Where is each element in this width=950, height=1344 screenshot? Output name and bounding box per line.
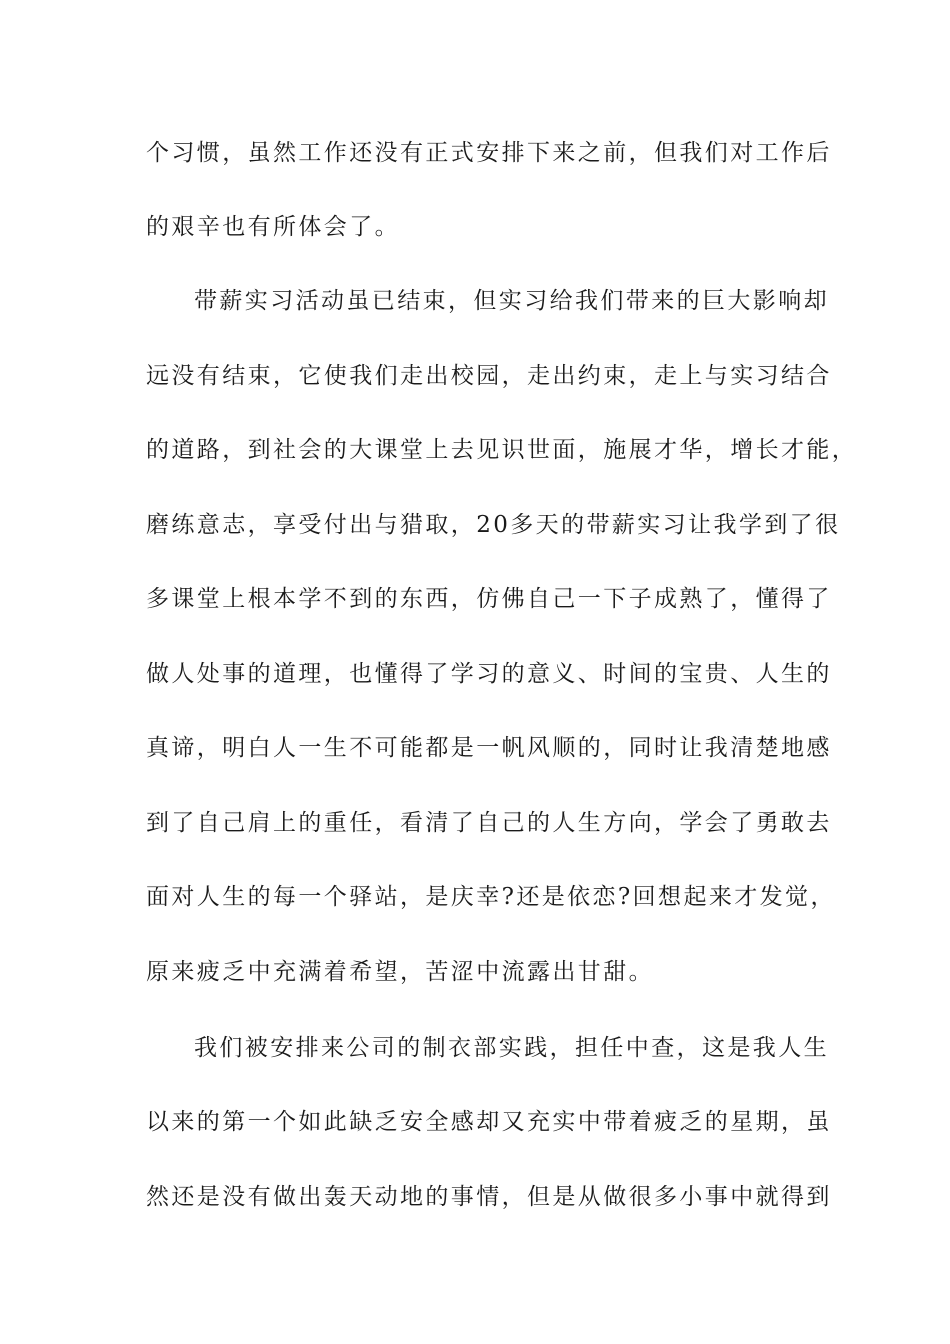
text-line: 原来疲乏中充满着希望，苦涩中流露出甘甜。 bbox=[146, 959, 654, 985]
text-line: 远没有结束，它使我们走出校园，走出约束，走上与实习结合 bbox=[146, 363, 832, 389]
text-line: 以来的第一个如此缺乏安全感却又充实中带着疲乏的星期，虽 bbox=[146, 1109, 832, 1135]
text-line: 真谛，明白人一生不可能都是一帆风顺的，同时让我清楚地感 bbox=[146, 735, 832, 761]
text-line: 做人处事的道理，也懂得了学习的意义、时间的宝贵、人生的 bbox=[146, 661, 832, 687]
text-line: 多课堂上根本学不到的东西，仿佛自己一下子成熟了，懂得了 bbox=[146, 586, 832, 612]
text-line: 的艰辛也有所体会了。 bbox=[146, 214, 400, 240]
paragraph-start-line: 带薪实习活动虽已结束，但实习给我们带来的巨大影响却 bbox=[194, 288, 829, 314]
text-line: 面对人生的每一个驿站，是庆幸?还是依恋?回想起来才发觉， bbox=[146, 884, 836, 910]
text-line: 个习惯，虽然工作还没有正式安排下来之前，但我们对工作后 bbox=[146, 140, 832, 166]
paragraph-start-line: 我们被安排来公司的制衣部实践，担任中查，这是我人生 bbox=[194, 1035, 829, 1061]
text-line: 磨练意志，享受付出与猎取，20多天的带薪实习让我学到了很 bbox=[146, 512, 841, 538]
text-line: 到了自己肩上的重任，看清了自己的人生方向，学会了勇敢去 bbox=[146, 810, 832, 836]
text-line: 然还是没有做出轰天动地的事情，但是从做很多小事中就得到 bbox=[146, 1184, 832, 1210]
text-line: 的道路，到社会的大课堂上去见识世面，施展才华，增长才能， bbox=[146, 437, 858, 463]
